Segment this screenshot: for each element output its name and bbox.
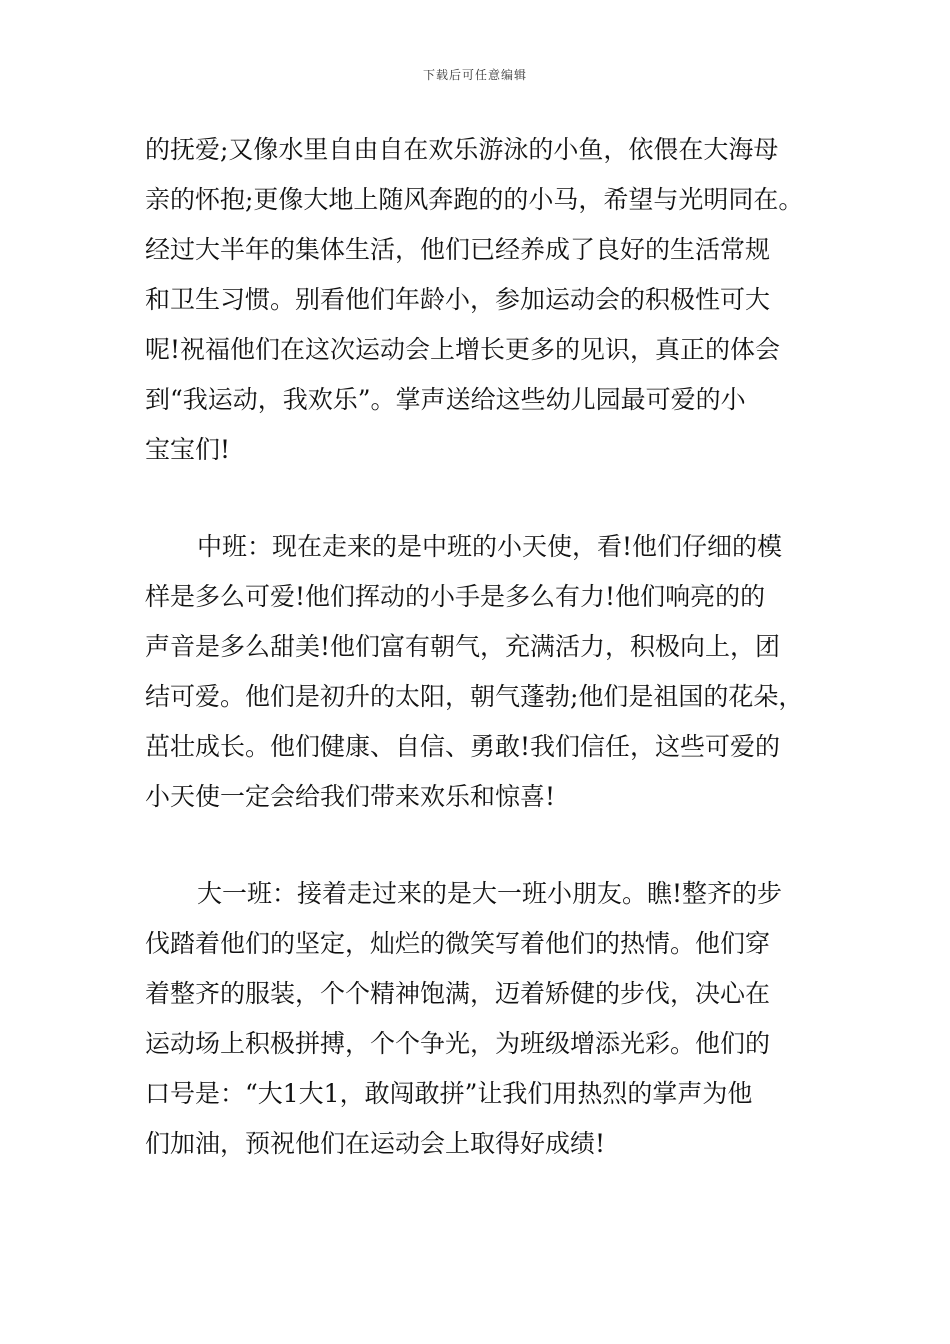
text-line: 小天使一定会给我们带来欢乐和惊喜! [145, 782, 556, 811]
text-line: 们加油，预祝他们在运动会上取得好成绩! [145, 1129, 606, 1158]
paragraph-continuation [145, 125, 825, 475]
page-header: 下载后可任意编辑 [422, 68, 527, 82]
text-line: 结可爱。他们是初升的太阳，朝气蓬勃;他们是祖国的花朵， [145, 682, 804, 711]
text-line: 口号是：“大1大1，敢闯敢拼”让我们用热烈的掌声为他 [145, 1079, 753, 1108]
text-line: 经过大半年的集体生活，他们已经养成了良好的生活常规 [145, 235, 771, 264]
paragraph-middle-class [145, 522, 825, 822]
text-line: 伐踏着他们的坚定，灿烂的微笑写着他们的热情。他们穿 [145, 929, 771, 958]
text-line: 宝宝们! [145, 435, 231, 464]
text-line: 的抚爱;又像水里自由自在欢乐游泳的小鱼，依偎在大海母 [145, 135, 779, 164]
text-line: 茁壮成长。他们健康、自信、勇敢!我们信任，这些可爱的 [145, 732, 781, 761]
text-line: 样是多么可爱!他们挥动的小手是多么有力!他们响亮的的 [145, 582, 766, 611]
text-line: 着整齐的服装，个个精神饱满，迈着矫健的步伐，决心在 [145, 979, 771, 1008]
text-line: 大一班：接着走过来的是大一班小朋友。瞧!整齐的步 [197, 879, 783, 908]
text-line: 到“我运动，我欢乐”。掌声送给这些幼儿园最可爱的小 [145, 385, 746, 414]
text-line: 声音是多么甜美!他们富有朝气，充满活力，积极向上，团 [145, 632, 781, 661]
paragraph-senior-class-one [145, 869, 825, 1169]
text-line: 运动场上积极拼搏，个个争光，为班级增添光彩。他们的 [145, 1029, 771, 1058]
text-line: 和卫生习惯。别看他们年龄小，参加运动会的积极性可大 [145, 285, 771, 314]
text-line: 中班：现在走来的是中班的小天使，看!他们仔细的模 [197, 532, 783, 561]
text-line: 呢!祝福他们在这次运动会上增长更多的见识，真正的体会 [145, 335, 781, 364]
text-line: 亲的怀抱;更像大地上随风奔跑的的小马，希望与光明同在。 [145, 185, 804, 214]
